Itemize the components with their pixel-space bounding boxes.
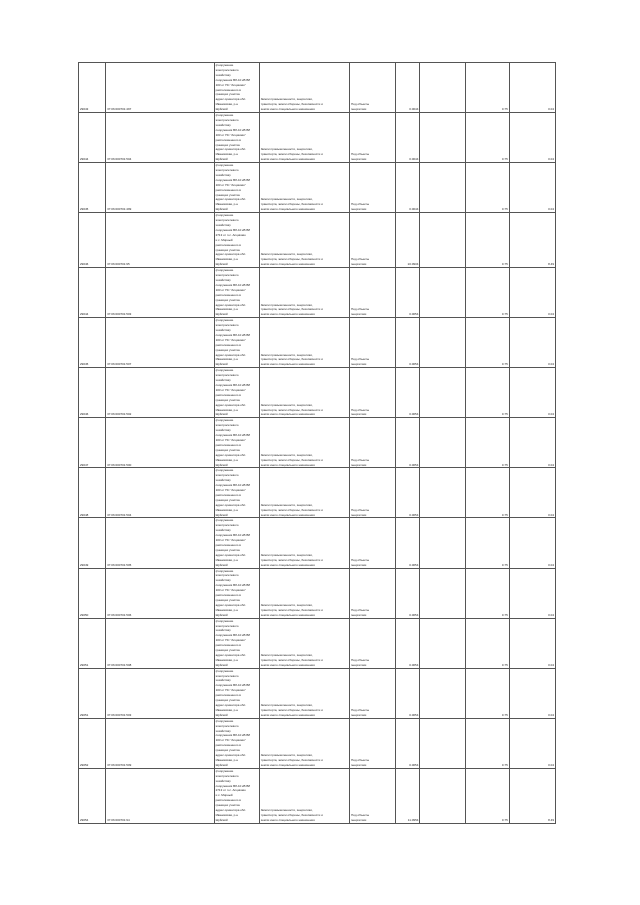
area-value-cell: 0.0054 <box>396 318 420 368</box>
area-value-cell: 0.0044 <box>396 113 420 163</box>
object-description-cell: (сооружение электросетевого хозяйства) сооружения ВЛ-10 кВ ВЛ 2713 от п.с. Апциково и с. Мирный расположенного в границах участка адрес ориентира обл. Ивановская, р-н Шуйский <box>214 213 259 268</box>
permitted-use-cell: Под объекты энергетики <box>350 668 396 718</box>
sum-value-cell: 0.04 <box>509 268 555 318</box>
permitted-use-cell: Под объекты энергетики <box>350 213 396 268</box>
land-category-cell: Земли промышленности, энергетики, транспорта, земли обороны, безопасности и земли иного специального назначения <box>259 468 349 518</box>
object-description-cell: (сооружение электросетевого хозяйства) сооружения ВЛ-10 кВ ВЛ 103 от ПС "Апциково" расположенного в границах участка адрес ориентира обл. Ивановская, р-н Шуйский <box>214 63 259 113</box>
cadastral-number-cell: 37:06:000701:94 <box>106 768 214 823</box>
land-category-cell: Земли промышленности, энергетики, транспорта, земли обороны, безопасности и земли иного специального назначения <box>259 768 349 823</box>
row-id-cell: 29045 <box>79 318 106 368</box>
row-id-cell: 29044 <box>79 268 106 318</box>
rate-value-cell: 0.75 <box>465 163 509 213</box>
permitted-use-cell: Под объекты энергетики <box>350 618 396 668</box>
rate-value-cell: 0.75 <box>465 368 509 418</box>
row-id-cell: 29049 <box>79 518 106 568</box>
empty-cell <box>420 318 465 368</box>
land-category-cell: Земли промышленности, энергетики, транспорта, земли обороны, безопасности и земли иного специального назначения <box>259 63 349 113</box>
object-description-cell: (сооружение электросетевого хозяйства) сооружения ВЛ-10 кВ ВЛ 103 от ПС "Апциково" расположенного в границах участка адрес ориентира обл. Ивановская, р-н Шуйский <box>214 468 259 518</box>
table-row <box>79 468 556 518</box>
cadastral-number-cell: 37:06:000701:504 <box>106 468 214 518</box>
empty-cell <box>420 568 465 618</box>
permitted-use-cell: Под объекты энергетики <box>350 568 396 618</box>
area-value-cell: 0.0054 <box>396 468 420 518</box>
land-category-cell: Земли промышленности, энергетики, транспорта, земли обороны, безопасности и земли иного специального назначения <box>259 518 349 568</box>
table-row <box>79 668 556 718</box>
object-description-cell: (сооружение электросетевого хозяйства) сооружения ВЛ-10 кВ ВЛ 103 от ПС "Апциково" расположенного в границах участка адрес ориентира обл. Ивановская, р-н Шуйский <box>214 718 259 768</box>
object-description-cell: (сооружение электросетевого хозяйства) сооружения ВЛ-10 кВ ВЛ 103 от ПС "Апциково" расположенного в границах участка адрес ориентира обл. Ивановская, р-н Шуйский <box>214 518 259 568</box>
row-id-cell: 29045 <box>79 163 106 213</box>
land-category-cell: Земли промышленности, энергетики, транспорта, земли обороны, безопасности и земли иного специального назначения <box>259 163 349 213</box>
empty-cell <box>420 418 465 468</box>
permitted-use-cell: Под объекты энергетики <box>350 718 396 768</box>
row-id-cell: 29050 <box>79 568 106 618</box>
sum-value-cell: 8.49 <box>509 768 555 823</box>
rate-value-cell: 0.75 <box>465 418 509 468</box>
rate-value-cell: 0.75 <box>465 268 509 318</box>
permitted-use-cell: Под объекты энергетики <box>350 268 396 318</box>
cadastral-number-cell: 37:06:000701:500 <box>106 418 214 468</box>
object-description-cell: (сооружение электросетевого хозяйства) сооружения ВЛ-10 кВ ВЛ 103 от ПС "Апциково" расположенного в границах участка адрес ориентира обл. Ивановская, р-н Шуйский <box>214 268 259 318</box>
land-category-cell: Земли промышленности, энергетики, транспорта, земли обороны, безопасности и земли иного специального назначения <box>259 568 349 618</box>
cadastral-number-cell: 37:06:000701:95 <box>106 213 214 268</box>
sum-value-cell: 0.04 <box>509 318 555 368</box>
sum-value-cell: 0.04 <box>509 63 555 113</box>
rate-value-cell: 0.75 <box>465 568 509 618</box>
area-value-cell: 0.0044 <box>396 63 420 113</box>
sum-value-cell: 0.04 <box>509 468 555 518</box>
row-id-cell: 29046 <box>79 368 106 418</box>
permitted-use-cell: Под объекты энергетики <box>350 63 396 113</box>
row-id-cell: 29043 <box>79 63 106 113</box>
area-value-cell: 0.0054 <box>396 518 420 568</box>
area-value-cell: 0.0054 <box>396 668 420 718</box>
object-description-cell: (сооружение электросетевого хозяйства) сооружения ВЛ-10 кВ ВЛ 103 от ПС "Апциково" расположенного в границах участка адрес ориентира обл. Ивановская, р-н Шуйский <box>214 368 259 418</box>
permitted-use-cell: Под объекты энергетики <box>350 368 396 418</box>
rate-value-cell: 0.75 <box>465 468 509 518</box>
permitted-use-cell: Под объекты энергетики <box>350 468 396 518</box>
empty-cell <box>420 368 465 418</box>
permitted-use-cell: Под объекты энергетики <box>350 163 396 213</box>
area-value-cell: 11.0954 <box>396 768 420 823</box>
table-row <box>79 63 556 113</box>
permitted-use-cell: Под объекты энергетики <box>350 113 396 163</box>
cadastral-number-cell: 37:06:000701:499 <box>106 163 214 213</box>
land-category-cell: Земли промышленности, энергетики, транспорта, земли обороны, безопасности и земли иного специального назначения <box>259 618 349 668</box>
rate-value-cell: 0.75 <box>465 113 509 163</box>
empty-cell <box>420 718 465 768</box>
area-value-cell: 0.0054 <box>396 568 420 618</box>
table-row <box>79 768 556 823</box>
land-plots-table <box>78 62 556 824</box>
object-description-cell: (сооружение электросетевого хозяйства) сооружения ВЛ-10 кВ ВЛ 2713 от п.с. Апциково и с. Мирный расположенного в границах участка адрес ориентира обл. Ивановская, р-н Шуйский <box>214 768 259 823</box>
empty-cell <box>420 618 465 668</box>
cadastral-number-cell: 37:06:000701:502 <box>106 368 214 418</box>
cadastral-number-cell: 37:06:000701:504 <box>106 113 214 163</box>
table-row <box>79 318 556 368</box>
table-row <box>79 618 556 668</box>
sum-value-cell: 0.04 <box>509 368 555 418</box>
object-description-cell: (сооружение электросетевого хозяйства) сооружения ВЛ-10 кВ ВЛ 103 от ПС "Апциково" расположенного в границах участка адрес ориентира обл. Ивановская, р-н Шуйский <box>214 113 259 163</box>
empty-cell <box>420 468 465 518</box>
empty-cell <box>420 63 465 113</box>
area-value-cell: 0.0044 <box>396 163 420 213</box>
table-row <box>79 113 556 163</box>
row-id-cell: 29054 <box>79 768 106 823</box>
object-description-cell: (сооружение электросетевого хозяйства) сооружения ВЛ-10 кВ ВЛ 103 от ПС "Апциково" расположенного в границах участка адрес ориентира обл. Ивановская, р-н Шуйский <box>214 618 259 668</box>
sum-value-cell: 0.04 <box>509 718 555 768</box>
row-id-cell: 29051 <box>79 618 106 668</box>
cadastral-number-cell: 37:06:000701:509 <box>106 718 214 768</box>
cadastral-number-cell: 37:06:000701:503 <box>106 668 214 718</box>
area-value-cell: 0.0054 <box>396 268 420 318</box>
empty-cell <box>420 213 465 268</box>
area-value-cell: 0.0054 <box>396 418 420 468</box>
row-id-cell: 29048 <box>79 468 106 518</box>
table-row <box>79 368 556 418</box>
cadastral-number-cell: 37:06:000701:505 <box>106 518 214 568</box>
sum-value-cell: 0.04 <box>509 113 555 163</box>
sum-value-cell: 8.49 <box>509 213 555 268</box>
land-category-cell: Земли промышленности, энергетики, транспорта, земли обороны, безопасности и земли иного специального назначения <box>259 368 349 418</box>
cadastral-number-cell: 37:06:000701:508 <box>106 618 214 668</box>
cadastral-number-cell: 37:06:000701:503 <box>106 268 214 318</box>
area-value-cell: 10.0934 <box>396 213 420 268</box>
area-value-cell: 0.0054 <box>396 618 420 668</box>
table-row <box>79 213 556 268</box>
area-value-cell: 0.0054 <box>396 718 420 768</box>
row-id-cell: 29052 <box>79 718 106 768</box>
empty-cell <box>420 768 465 823</box>
rate-value-cell: 0.75 <box>465 63 509 113</box>
land-category-cell: Земли промышленности, энергетики, транспорта, земли обороны, безопасности и земли иного специального назначения <box>259 113 349 163</box>
land-category-cell: Земли промышленности, энергетики, транспорта, земли обороны, безопасности и земли иного специального назначения <box>259 213 349 268</box>
sum-value-cell: 0.04 <box>509 668 555 718</box>
row-id-cell: 29047 <box>79 418 106 468</box>
rate-value-cell: 0.75 <box>465 668 509 718</box>
table-row <box>79 163 556 213</box>
sum-value-cell: 0.04 <box>509 568 555 618</box>
empty-cell <box>420 668 465 718</box>
rate-value-cell: 0.75 <box>465 768 509 823</box>
table-row <box>79 718 556 768</box>
permitted-use-cell: Под объекты энергетики <box>350 768 396 823</box>
table-row <box>79 418 556 468</box>
table-body <box>79 63 556 824</box>
table-row <box>79 568 556 618</box>
permitted-use-cell: Под объекты энергетики <box>350 418 396 468</box>
empty-cell <box>420 518 465 568</box>
table-row <box>79 518 556 568</box>
row-id-cell: 29046 <box>79 213 106 268</box>
object-description-cell: (сооружение электросетевого хозяйства) сооружения ВЛ-10 кВ ВЛ 103 от ПС "Апциково" расположенного в границах участка адрес ориентира обл. Ивановская, р-н Шуйский <box>214 568 259 618</box>
area-value-cell: 0.0054 <box>396 368 420 418</box>
sum-value-cell: 0.04 <box>509 518 555 568</box>
cadastral-number-cell: 37:06:000701:497 <box>106 63 214 113</box>
object-description-cell: (сооружение электросетевого хозяйства) сооружения ВЛ-10 кВ ВЛ 103 от ПС "Апциково" расположенного в границах участка адрес ориентира обл. Ивановская, р-н Шуйский <box>214 668 259 718</box>
cadastral-number-cell: 37:06:000701:507 <box>106 318 214 368</box>
rate-value-cell: 0.75 <box>465 213 509 268</box>
land-category-cell: Земли промышленности, энергетики, транспорта, земли обороны, безопасности и земли иного специального назначения <box>259 268 349 318</box>
object-description-cell: (сооружение электросетевого хозяйства) сооружения ВЛ-10 кВ ВЛ 103 от ПС "Апциково" расположенного в границах участка адрес ориентира обл. Ивановская, р-н Шуйский <box>214 163 259 213</box>
object-description-cell: (сооружение электросетевого хозяйства) сооружения ВЛ-10 кВ ВЛ 103 от ПС "Апциково" расположенного в границах участка адрес ориентира обл. Ивановская, р-н Шуйский <box>214 418 259 468</box>
empty-cell <box>420 113 465 163</box>
empty-cell <box>420 163 465 213</box>
cadastral-number-cell: 37:06:000701:506 <box>106 568 214 618</box>
land-category-cell: Земли промышленности, энергетики, транспорта, земли обороны, безопасности и земли иного специального назначения <box>259 318 349 368</box>
sum-value-cell: 0.04 <box>509 618 555 668</box>
sum-value-cell: 0.04 <box>509 418 555 468</box>
land-category-cell: Земли промышленности, энергетики, транспорта, земли обороны, безопасности и земли иного специального назначения <box>259 718 349 768</box>
empty-cell <box>420 268 465 318</box>
permitted-use-cell: Под объекты энергетики <box>350 318 396 368</box>
rate-value-cell: 0.75 <box>465 318 509 368</box>
land-category-cell: Земли промышленности, энергетики, транспорта, земли обороны, безопасности и земли иного специального назначения <box>259 418 349 468</box>
rate-value-cell: 0.75 <box>465 718 509 768</box>
row-id-cell: 29051 <box>79 668 106 718</box>
rate-value-cell: 0.75 <box>465 518 509 568</box>
permitted-use-cell: Под объекты энергетики <box>350 518 396 568</box>
rate-value-cell: 0.75 <box>465 618 509 668</box>
land-category-cell: Земли промышленности, энергетики, транспорта, земли обороны, безопасности и земли иного специального назначения <box>259 668 349 718</box>
row-id-cell: 29044 <box>79 113 106 163</box>
object-description-cell: (сооружение электросетевого хозяйства) сооружения ВЛ-10 кВ ВЛ 103 от ПС "Апциково" расположенного в границах участка адрес ориентира обл. Ивановская, р-н Шуйский <box>214 318 259 368</box>
sum-value-cell: 0.04 <box>509 163 555 213</box>
table-row <box>79 268 556 318</box>
